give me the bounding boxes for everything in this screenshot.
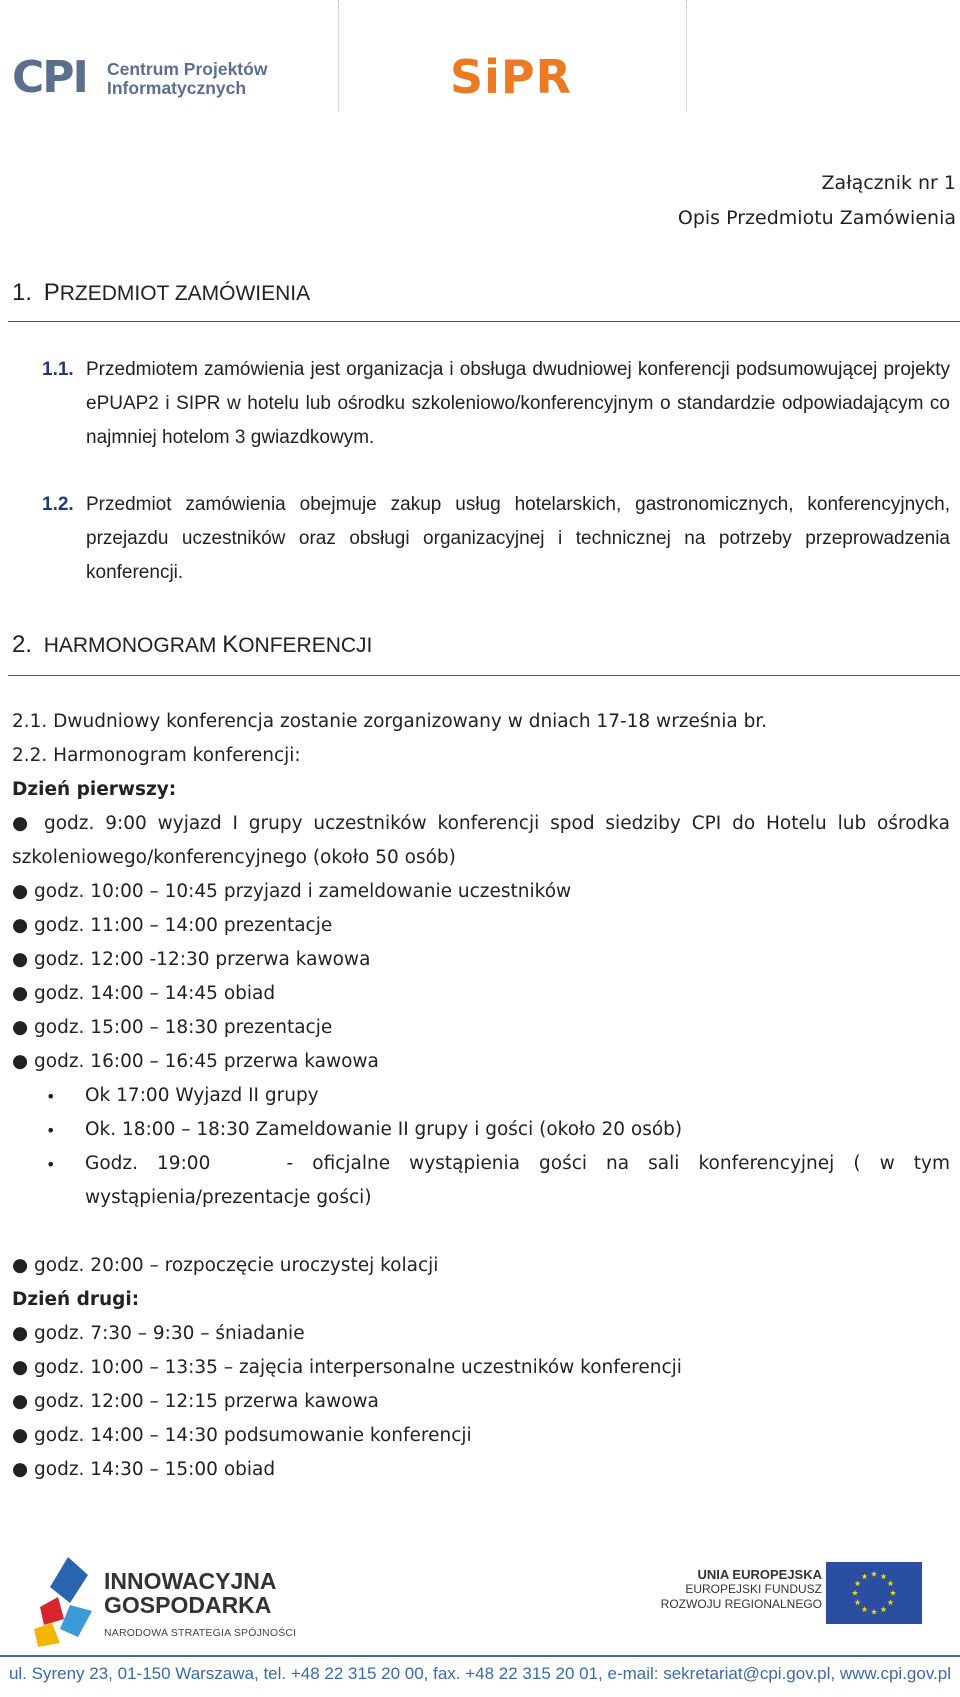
day1-sub-item-3: Godz. 19:00 - oficjalne wystąpienia gości na sali konferencyjnej ( w tym bbox=[85, 1153, 950, 1174]
section1-rule bbox=[8, 321, 960, 322]
day1-sub-item-2: Ok. 18:00 – 18:30 Zameldowanie II grupy i gości (około 20 osób) bbox=[85, 1119, 683, 1140]
section1-heading bbox=[12, 279, 310, 307]
cpi-logo bbox=[12, 52, 282, 106]
section1-title-rest: RZEDMIOT ZAMÓWIENIA bbox=[59, 282, 311, 305]
day2-item-5: ● godz. 14:30 – 15:00 obiad bbox=[12, 1459, 276, 1480]
section2-number: 2. bbox=[12, 631, 33, 658]
cpi-logo-text bbox=[107, 60, 267, 98]
day1-item-5: ● godz. 15:00 – 18:30 prezentacje bbox=[12, 1017, 333, 1038]
innowacyjna-gospodarka-emblem-icon bbox=[30, 1553, 100, 1649]
innowacyjna-gospodarka-text bbox=[104, 1569, 277, 1617]
eu-line1: UNIA EUROPEJSKA bbox=[697, 1567, 822, 1582]
paragraph-1-2-text: Przedmiot zamówienia obejmuje zakup usług hotelarskich, gastronomicznych, konferencyjnych, przejazdu uczestników oraz obsługi organizacyjnej i technicznej na potrzeby przeprowadzenia konferencji. bbox=[86, 494, 950, 583]
section2-title-cap: K bbox=[222, 631, 239, 658]
day1-item-1: ● godz. 10:00 – 10:45 przyjazd i zameldowanie uczestników bbox=[12, 881, 572, 902]
cpi-logo-line1: Centrum Projektów bbox=[107, 59, 268, 79]
attachment-number: Załącznik nr 1 bbox=[821, 172, 956, 194]
day1-item-6: ● godz. 16:00 – 16:45 przerwa kawowa bbox=[12, 1051, 379, 1072]
footer-address: ul. Syreny 23, 01-150 Warszawa, tel. +48 22 315 20 00, fax. +48 22 315 20 01, e-mail: sekretariat@cpi.gov.pl, www.cpi.gov.pl bbox=[8, 1664, 952, 1683]
paragraph-1-1 bbox=[42, 353, 950, 455]
section2-heading bbox=[12, 631, 372, 659]
paragraph-1-2 bbox=[42, 488, 950, 590]
eu-line3: ROZWOJU REGIONALNEGO bbox=[660, 1597, 822, 1611]
day1-item-3: ● godz. 12:00 -12:30 przerwa kawowa bbox=[12, 949, 371, 970]
ig-line2: GOSPODARKA bbox=[104, 1592, 272, 1618]
sub-bullet-1: • bbox=[46, 1087, 56, 1106]
footer-rule bbox=[0, 1655, 960, 1657]
day1-item-0a: ● godz. 9:00 wyjazd I grupy uczestników konferencji spod siedziby CPI do Hotelu lub ośrodka bbox=[12, 813, 950, 834]
cpi-logo-line2: Informatycznych bbox=[107, 78, 247, 98]
section1-number: 1. bbox=[12, 279, 33, 306]
header-divider-2 bbox=[686, 0, 687, 112]
day2-item-3: ● godz. 12:00 – 12:15 przerwa kawowa bbox=[12, 1391, 379, 1412]
ig-line1: INNOWACYJNA bbox=[104, 1568, 277, 1594]
day1-item-4: ● godz. 14:00 – 14:45 obiad bbox=[12, 983, 276, 1004]
day1-item-last: ● godz. 20:00 – rozpoczęcie uroczystej kolacji bbox=[12, 1255, 439, 1276]
day1-title: Dzień pierwszy: bbox=[12, 779, 177, 800]
line-2-1: 2.1. Dwudniowy konferencja zostanie zorganizowany w dniach 17-18 września br. bbox=[12, 711, 768, 732]
day2-item-4: ● godz. 14:00 – 14:30 podsumowanie konferencji bbox=[12, 1425, 472, 1446]
ig-subtitle: NARODOWA STRATEGIA SPÓJNOŚCI bbox=[104, 1627, 297, 1639]
paragraph-1-1-text: Przedmiotem zamówienia jest organizacja i obsługa dwudniowej konferencji podsumowującej projekty ePUAP2 i SIPR w hotelu lub ośrodku szkoleniowo/konferencyjnym o standardzie odpowiadającym co najmniej hotelom 3 gwiazdkowym. bbox=[86, 359, 950, 448]
sub-bullet-3: • bbox=[46, 1155, 56, 1174]
day1-item-2: ● godz. 11:00 – 14:00 prezentacje bbox=[12, 915, 333, 936]
day2-item-2: ● godz. 10:00 – 13:35 – zajęcia interpersonalne uczestników konferencji bbox=[12, 1357, 682, 1378]
cpi-logo-mark: CPI bbox=[12, 52, 87, 103]
sub-bullet-2: • bbox=[46, 1121, 56, 1140]
day2-title: Dzień drugi: bbox=[12, 1289, 140, 1310]
day1-item-0b: szkoleniowego/konferencyjnego (około 50 osób) bbox=[12, 847, 456, 868]
day1-sub-item-1: Ok 17:00 Wyjazd II grupy bbox=[85, 1085, 319, 1106]
line-2-2: 2.2. Harmonogram konferencji: bbox=[12, 745, 301, 766]
eu-text bbox=[661, 1567, 822, 1612]
section2-rule bbox=[8, 675, 960, 676]
section2-title-rest: ONFERENCJI bbox=[238, 634, 373, 657]
eu-line2: EUROPEJSKI FUNDUSZ bbox=[685, 1582, 822, 1596]
innowacyjna-gospodarka-logo bbox=[30, 1553, 300, 1649]
eu-flag-icon bbox=[826, 1562, 922, 1624]
day2-item-1: ● godz. 7:30 – 9:30 – śniadanie bbox=[12, 1323, 305, 1344]
attachment-title: Opis Przedmiotu Zamówienia bbox=[677, 207, 956, 229]
paragraph-1-2-number: 1.2. bbox=[42, 494, 74, 515]
section1-title-cap: P bbox=[43, 279, 60, 306]
header-divider-1 bbox=[338, 0, 339, 112]
day1-sub-item-3-cont: wystąpienia/prezentacje gości) bbox=[85, 1187, 372, 1208]
sipr-logo: SiPR bbox=[450, 50, 573, 104]
section2-title-a: HARMONOGRAM bbox=[43, 634, 223, 657]
paragraph-1-1-number: 1.1. bbox=[42, 359, 74, 380]
